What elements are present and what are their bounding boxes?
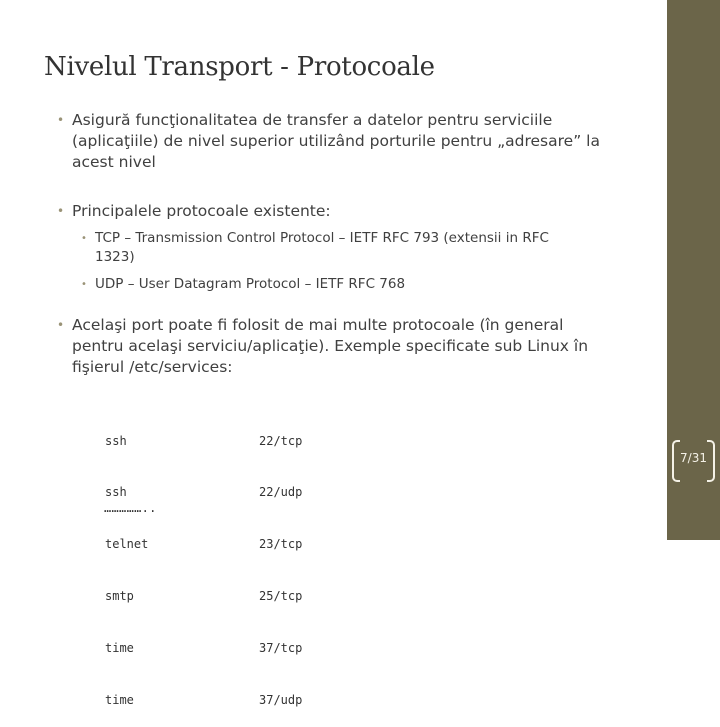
bullet-marker: •	[57, 318, 65, 332]
service-port: 25/tcp	[259, 589, 303, 604]
slide-title: Nivelul Transport - Protocoale	[44, 52, 435, 82]
sub-bullet-marker: •	[81, 233, 87, 244]
sub-item-line: UDP – User Datagram Protocol – IETF RFC 768	[95, 276, 406, 292]
service-name: ssh	[105, 433, 127, 448]
bullet-line: pentru acelaşi serviciu/aplicaţie). Exemple specificate sub Linux în	[72, 337, 589, 355]
bullet-marker: •	[57, 113, 65, 127]
bullet-line: (aplicaţiile) de nivel superior utilizând porturile pentru „adresare” la	[72, 132, 600, 150]
page-number-badge	[672, 440, 715, 480]
listing-ellipsis: ……………..	[104, 501, 157, 515]
service-port: 37/udp	[259, 693, 303, 708]
bullet-line: Principalele protocoale existente:	[72, 202, 331, 220]
bullet-line: acest nivel	[72, 153, 156, 171]
page-number: 7/31	[680, 451, 707, 465]
service-names	[105, 398, 148, 727]
service-port: 37/tcp	[259, 641, 303, 656]
sub-item-udp	[81, 275, 635, 294]
bullet-transfer	[57, 110, 642, 173]
bullet-line: fişierul /etc/services:	[72, 358, 233, 376]
service-port: 22/tcp	[259, 433, 303, 448]
service-name: time	[105, 641, 134, 656]
bullet-line: Asigură funcţionalitatea de transfer a datelor pentru serviciile	[72, 111, 553, 129]
service-port: 23/tcp	[259, 537, 303, 552]
bullet-line: Acelaşi port poate fi folosit de mai multe protocoale (în general	[72, 316, 564, 334]
service-name: ssh	[105, 485, 127, 500]
service-port: 22/udp	[259, 485, 303, 500]
service-name: time	[105, 693, 134, 708]
bullet-marker: •	[57, 204, 65, 218]
sub-item-line: 1323)	[95, 249, 135, 265]
service-ports	[259, 398, 302, 727]
sub-item-tcp	[81, 229, 635, 267]
sub-bullet-marker: •	[81, 279, 87, 290]
sub-item-line: TCP – Transmission Control Protocol – IETF RFC 793 (extensii in RFC	[95, 230, 549, 246]
service-name: smtp	[105, 589, 134, 604]
service-name: telnet	[105, 537, 149, 552]
bullet-same-port	[57, 315, 642, 378]
bullet-protocols	[57, 201, 642, 222]
